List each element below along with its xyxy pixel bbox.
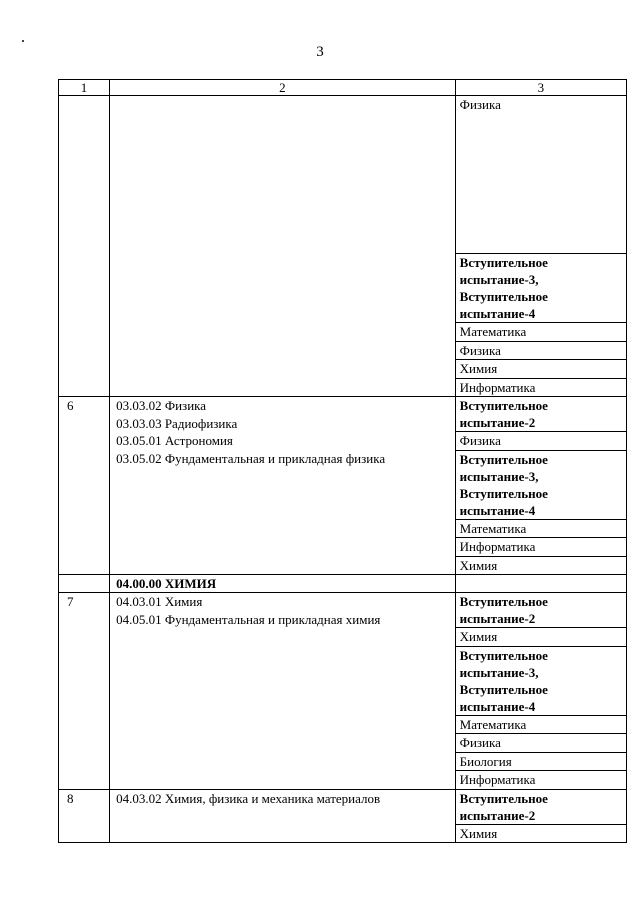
group-title: 04.00.00 ХИМИЯ: [110, 575, 456, 593]
row-number: 8: [59, 789, 110, 843]
row-number: 7: [59, 593, 110, 790]
specialty-item: 04.03.02 Химия, физика и механика материалов: [116, 790, 381, 806]
header-col-3: 3: [455, 80, 626, 96]
group-subject-cell: [455, 575, 626, 593]
entrance-exam-label: Вступительное испытание-2: [455, 397, 626, 432]
entrance-exam-label: Вступительное испытание-3, Вступительное испытание-4: [455, 646, 626, 715]
subject-name: Физика: [455, 96, 626, 254]
subject-name: Математика: [455, 715, 626, 734]
subject-name: Химия: [455, 360, 626, 379]
entrance-exam-label: Вступительное испытание-3, Вступительное испытание-4: [455, 450, 626, 519]
specialty-item: 03.05.01 Астрономия: [116, 433, 233, 448]
subject-name: Химия: [455, 628, 626, 647]
subject-name: Физика: [455, 341, 626, 360]
entrance-exam-label: Вступительное испытание-2: [455, 593, 626, 628]
table-row: [59, 789, 627, 824]
admission-subjects-table: [58, 79, 627, 843]
specialty-list: [110, 593, 456, 790]
subject-name: Информатика: [455, 771, 626, 790]
subject-name: Информатика: [455, 378, 626, 397]
subject-name: Физика: [455, 432, 626, 451]
table-row: [59, 397, 627, 432]
scan-speck: [22, 40, 24, 42]
table-row: [59, 593, 627, 628]
entrance-exam-label: Вступительное испытание-3, Вступительное испытание-4: [455, 254, 626, 323]
row-number: [59, 96, 110, 397]
subject-name: Физика: [455, 734, 626, 753]
subject-name: Информатика: [455, 538, 626, 557]
page-number: 3: [316, 44, 324, 60]
subject-name: Химия: [455, 556, 626, 575]
subject-name: Биология: [455, 752, 626, 771]
specialty-item: 03.03.03 Радиофизика: [116, 415, 238, 431]
specialty-list: [110, 397, 456, 575]
header-col-1: 1: [59, 80, 110, 96]
table-header-row: [59, 80, 627, 96]
entrance-exam-label: Вступительное испытание-2: [455, 789, 626, 824]
specialty-item: 03.05.02 Фундаментальная и прикладная физика: [116, 450, 386, 466]
row-number: 6: [59, 397, 110, 575]
group-num-cell: [59, 575, 110, 593]
specialty-list: [110, 96, 456, 397]
subject-name: Математика: [455, 519, 626, 538]
subject-name: Математика: [455, 323, 626, 342]
specialty-list: [110, 789, 456, 843]
table-row: [59, 96, 627, 254]
specialty-item: 03.03.02 Физика: [116, 398, 207, 413]
specialty-item: 04.05.01 Фундаментальная и прикладная химия: [116, 611, 381, 627]
subject-name: Химия: [455, 824, 626, 843]
header-col-2: 2: [110, 80, 456, 96]
specialty-item: 04.03.01 Химия: [116, 594, 203, 609]
table-group-row: [59, 575, 627, 593]
